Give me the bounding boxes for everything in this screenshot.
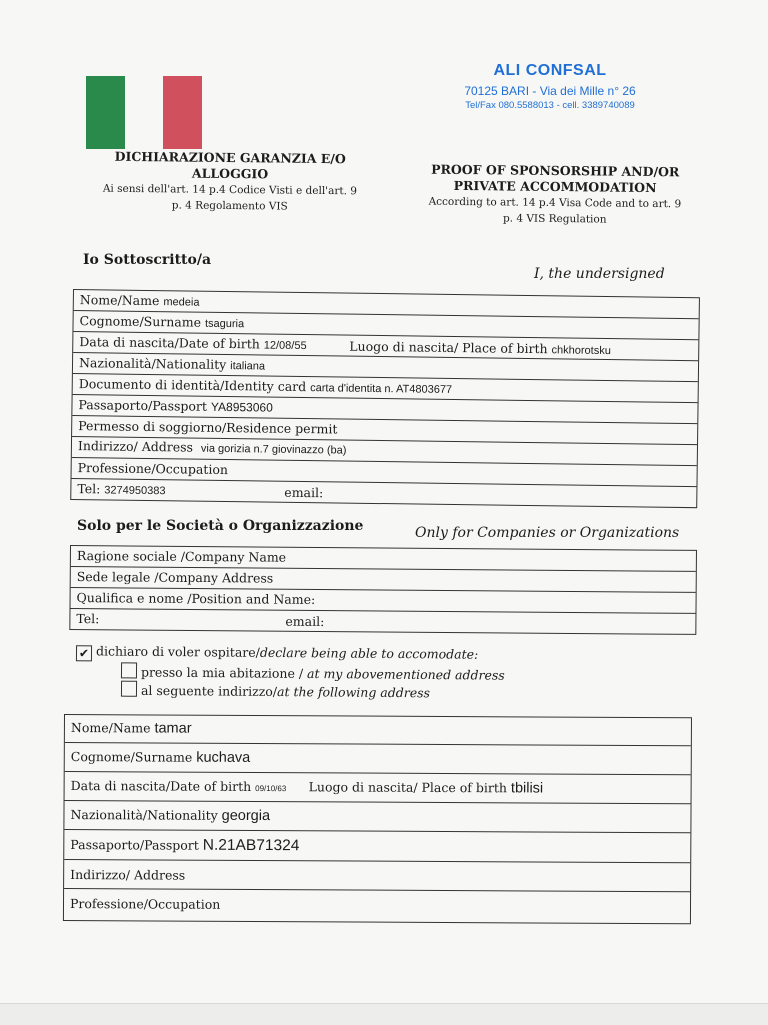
guest-label-passport: Passaporto/Passport — [70, 837, 199, 853]
option-home-label-en: at my abovementioned address — [306, 665, 505, 683]
option-home-label-it: presso la mia abitazione / — [140, 664, 308, 681]
label-surname: Cognome/Surname — [79, 313, 202, 330]
sponsor-table — [70, 289, 700, 508]
value-tel[interactable]: 3274950383 — [104, 484, 166, 498]
label-company-email: email: — [285, 613, 325, 629]
value-surname[interactable]: tsaguria — [204, 317, 245, 331]
flag-green-stripe — [86, 76, 125, 149]
guest-row-nationality — [64, 801, 690, 833]
label-company-address: Sede legale /Company Address — [76, 569, 274, 586]
label-company-tel: Tel: — [76, 611, 100, 627]
value-id[interactable]: carta d'identita n. AT4803677 — [310, 382, 453, 396]
header-english-title1: PROOF OF SPONSORSHIP AND/OR — [431, 161, 680, 180]
guest-label-occupation: Professione/Occupation — [69, 896, 221, 912]
header-english-title2: PRIVATE ACCOMMODATION — [453, 177, 657, 196]
option-home-checkbox[interactable] — [121, 662, 137, 678]
label-pob: Luogo di nascita/ Place of birth — [349, 338, 548, 357]
value-dob[interactable]: 12/08/55 — [263, 339, 307, 353]
page-bottom-edge — [0, 1003, 768, 1025]
guest-value-passport[interactable]: N.21AB71324 — [202, 836, 300, 855]
guest-label-dob: Data di nascita/Date of birth — [70, 778, 252, 794]
value-pob[interactable]: chkhorotsku — [551, 344, 611, 358]
label-nationality: Nazionalità/Nationality — [78, 355, 227, 373]
label-company-position: Qualifica e nome /Position and Name: — [76, 590, 316, 607]
value-address[interactable]: via gorizia n.7 giovinazzo (ba) — [200, 442, 347, 457]
guest-row-birth — [65, 772, 691, 804]
label-passport: Passaporto/Passport — [78, 397, 208, 414]
org-name: ALI CONFSAL — [493, 62, 607, 79]
italian-flag-logo — [86, 76, 202, 149]
value-passport[interactable]: YA8953060 — [210, 399, 273, 415]
option-other-checkbox[interactable] — [121, 681, 137, 697]
guest-row-occupation — [64, 889, 690, 923]
header-english — [405, 161, 706, 228]
option-other-label-it: al seguente indirizzo/ — [140, 682, 278, 700]
sponsor-section-title-en: I, the undersigned — [534, 266, 665, 282]
header-italian-sub2: p. 4 Regolamento VIS — [171, 199, 288, 213]
org-address: 70125 BARI - Via dei Mille n° 26 — [464, 84, 636, 98]
option-home-line — [121, 662, 505, 682]
label-address: Indirizzo/ Address — [77, 438, 194, 455]
header-italian-sub1: Ai sensi dell'art. 14 p.4 Codice Visti e dell'art. 9 — [102, 182, 358, 198]
header-italian — [80, 148, 381, 215]
organization-header — [440, 62, 660, 111]
flag-red-stripe — [163, 76, 202, 149]
label-occupation: Professione/Occupation — [77, 460, 229, 478]
guest-row-surname — [65, 743, 691, 775]
label-id: Documento di identità/Identity card — [78, 376, 307, 395]
org-contact: Tel/Fax 080.5588013 - cell. 3389740089 — [465, 100, 635, 111]
guest-label-nationality: Nazionalità/Nationality — [70, 807, 218, 823]
guest-value-name[interactable]: tamar — [154, 720, 192, 737]
label-email: email: — [284, 484, 324, 501]
company-section-title-en: Only for Companies or Organizations — [415, 525, 680, 541]
guest-value-pob[interactable]: tbilisi — [510, 780, 544, 797]
guest-value-nationality[interactable]: georgia — [221, 807, 271, 825]
company-section-title: Solo per le Società o Organizzazione — [77, 518, 364, 534]
guest-row-name — [65, 715, 691, 746]
guest-value-dob[interactable]: 09/10/63 — [255, 784, 287, 794]
guest-label-pob: Luogo di nascita/ Place of birth — [308, 779, 508, 796]
option-other-line — [121, 681, 430, 701]
label-name: Nome/Name — [79, 292, 160, 309]
declare-label-it: dichiaro di voler ospitare/ — [95, 643, 260, 660]
sponsor-section-title: Io Sottoscritto/a — [83, 252, 212, 268]
declare-label-en: declare being able to accomodate: — [259, 644, 479, 662]
guest-table — [63, 714, 692, 924]
header-english-sub2: p. 4 VIS Regulation — [502, 212, 607, 226]
guest-label-surname: Cognome/Surname — [70, 749, 193, 765]
company-row-contact — [70, 609, 695, 634]
guest-label-name: Nome/Name — [70, 720, 151, 736]
label-permit: Permesso di soggiorno/Residence permit — [78, 418, 338, 437]
value-nationality[interactable]: italiana — [230, 360, 266, 373]
guest-row-passport — [64, 830, 690, 863]
label-company-name: Ragione sociale /Company Name — [76, 548, 287, 565]
header-italian-title: DICHIARAZIONE GARANZIA E/O ALLOGGIO — [114, 148, 346, 182]
option-other-label-en: at the following address — [276, 684, 431, 701]
guest-value-surname[interactable]: kuchava — [196, 749, 251, 766]
company-table — [69, 545, 697, 635]
guest-row-address — [64, 860, 690, 892]
declare-checkbox[interactable]: ✔ — [76, 645, 92, 661]
flag-white-stripe — [125, 76, 164, 149]
header-english-sub1: According to art. 14 p.4 Visa Code and to art. 9 — [428, 195, 682, 211]
label-dob: Data di nascita/Date of birth — [79, 334, 260, 352]
label-tel: Tel: — [77, 481, 101, 497]
value-name[interactable]: medeia — [163, 296, 200, 309]
guest-label-address: Indirizzo/ Address — [70, 867, 186, 883]
